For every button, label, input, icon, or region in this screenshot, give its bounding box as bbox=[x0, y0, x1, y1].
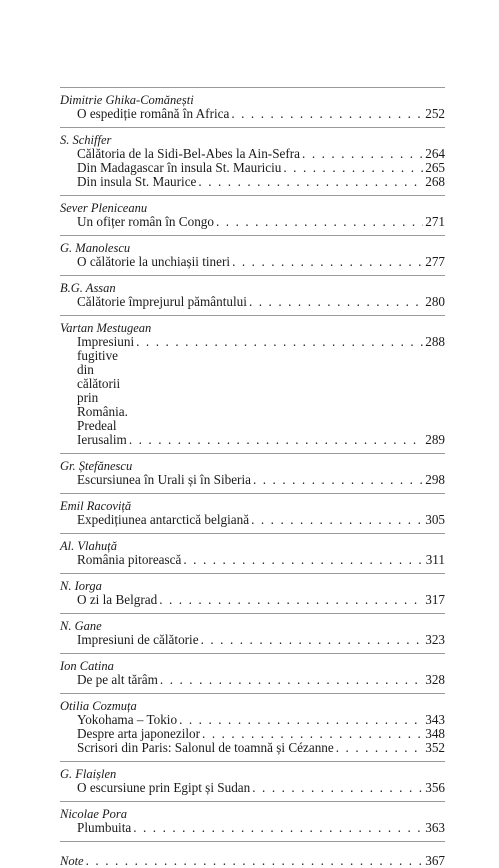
section-divider bbox=[60, 693, 445, 694]
page-number: 323 bbox=[425, 633, 445, 647]
dot-leader bbox=[302, 147, 423, 161]
entry-title-line: O zi la Belgrad bbox=[77, 593, 158, 607]
toc-section bbox=[60, 493, 445, 527]
section-author: Vartan Mestugean bbox=[60, 321, 152, 335]
toc-section bbox=[60, 235, 445, 269]
entry-title bbox=[77, 553, 181, 567]
section-author: N. Iorga bbox=[60, 579, 102, 593]
section-divider bbox=[60, 653, 445, 654]
section-divider bbox=[60, 613, 445, 614]
toc-entry[interactable] bbox=[60, 107, 445, 121]
page-number: 363 bbox=[425, 821, 445, 835]
entry-title-line: Plumbuita bbox=[77, 821, 132, 835]
page-number: 348 bbox=[425, 727, 445, 741]
entry-title-line: Scrisori din Paris: Salonul de toamnă și Cézanne bbox=[77, 741, 334, 755]
page-number: 328 bbox=[425, 673, 445, 687]
page-number: 367 bbox=[425, 854, 445, 868]
entry-title-line: Din insula St. Maurice bbox=[77, 175, 197, 189]
section-author: Otilia Cozmuța bbox=[60, 699, 137, 713]
dot-leader bbox=[133, 821, 423, 835]
section-author: G. Flaișlen bbox=[60, 767, 117, 781]
entry-title-line: Despre arta japonezilor bbox=[77, 727, 201, 741]
section-author: Nicolae Pora bbox=[60, 807, 128, 821]
section-author: G. Manolescu bbox=[60, 241, 131, 255]
toc-section bbox=[60, 315, 445, 447]
entry-title bbox=[77, 255, 230, 269]
toc-entry[interactable] bbox=[60, 255, 445, 269]
toc-entry[interactable] bbox=[60, 215, 445, 229]
entry-title-line: Impresiuni fugitive din călătorii bbox=[77, 335, 135, 391]
entry-title-line: Impresiuni de călătorie bbox=[77, 633, 199, 647]
page-number: 277 bbox=[425, 255, 445, 269]
toc-section bbox=[60, 573, 445, 607]
dot-leader bbox=[253, 473, 423, 487]
entry-title bbox=[77, 433, 127, 447]
entry-title-line: Călătoria de la Sidi-Bel-Abes la Ain-Sefra bbox=[77, 147, 301, 161]
toc-section bbox=[60, 127, 445, 189]
section-divider bbox=[60, 453, 445, 454]
table-of-contents bbox=[60, 81, 445, 868]
entry-title-line: prin România. Predeal bbox=[77, 390, 128, 433]
dot-leader bbox=[202, 727, 423, 741]
page-number: 305 bbox=[425, 513, 445, 527]
page-number: 352 bbox=[425, 741, 445, 755]
toc-entry[interactable] bbox=[60, 335, 445, 433]
dot-leader bbox=[183, 553, 423, 567]
entry-title bbox=[77, 161, 281, 175]
notes-label: Note bbox=[60, 854, 84, 868]
section-author: Gr. Ștefănescu bbox=[60, 459, 133, 473]
dot-leader bbox=[231, 107, 423, 121]
entry-title bbox=[77, 107, 229, 121]
toc-entry[interactable] bbox=[60, 553, 445, 567]
section-author: S. Schiffer bbox=[60, 133, 112, 147]
section-author: Dimitrie Ghika-Comănești bbox=[60, 93, 194, 107]
entry-title-line: Ierusalim bbox=[77, 433, 127, 447]
notes-entry[interactable] bbox=[60, 854, 445, 868]
toc-section bbox=[60, 533, 445, 567]
section-divider bbox=[60, 493, 445, 494]
dot-leader bbox=[159, 593, 423, 607]
section-divider bbox=[60, 761, 445, 762]
page-number: 343 bbox=[425, 713, 445, 727]
entry-title-line: România pitorească bbox=[77, 553, 182, 567]
section-divider bbox=[60, 195, 445, 196]
toc-section bbox=[60, 693, 445, 755]
entry-title bbox=[77, 713, 177, 727]
section-author: Al. Vlahuță bbox=[60, 539, 117, 553]
toc-entry[interactable] bbox=[60, 161, 445, 175]
dot-leader bbox=[232, 255, 423, 269]
section-divider bbox=[60, 275, 445, 276]
page-number: 288 bbox=[425, 335, 445, 349]
section-author: B.G. Assan bbox=[60, 281, 116, 295]
entry-title bbox=[77, 513, 249, 527]
section-divider bbox=[60, 801, 445, 802]
section-author: Ion Catina bbox=[60, 659, 114, 673]
toc-entry[interactable] bbox=[60, 673, 445, 687]
entry-title bbox=[77, 673, 158, 687]
entry-title bbox=[77, 147, 300, 161]
toc-entry[interactable] bbox=[60, 727, 445, 741]
dot-leader bbox=[129, 433, 423, 447]
entry-title bbox=[77, 633, 199, 647]
toc-section bbox=[60, 195, 445, 229]
entry-title bbox=[77, 593, 157, 607]
page-number: 264 bbox=[425, 147, 445, 161]
toc-entry[interactable] bbox=[60, 713, 445, 727]
toc-entry[interactable] bbox=[60, 781, 445, 795]
toc-entry[interactable] bbox=[60, 175, 445, 189]
dot-leader bbox=[136, 335, 423, 349]
entry-title-line: Călătorie împrejurul pământului bbox=[77, 295, 247, 309]
page-number: 289 bbox=[425, 433, 445, 447]
toc-entry[interactable] bbox=[60, 593, 445, 607]
entry-title-line: O escursiune prin Egipt și Sudan bbox=[77, 781, 251, 795]
section-author: N. Gane bbox=[60, 619, 102, 633]
entry-title bbox=[77, 473, 251, 487]
dot-leader bbox=[201, 633, 424, 647]
section-divider bbox=[60, 87, 445, 88]
entry-title bbox=[77, 295, 247, 309]
section-divider bbox=[60, 533, 445, 534]
page-number: 265 bbox=[425, 161, 445, 175]
toc-section bbox=[60, 613, 445, 647]
toc-entry[interactable] bbox=[60, 295, 445, 309]
entry-title bbox=[77, 741, 334, 755]
toc-section bbox=[60, 87, 445, 121]
section-author: Sever Pleniceanu bbox=[60, 201, 148, 215]
entry-title bbox=[77, 175, 196, 189]
dot-leader bbox=[160, 673, 423, 687]
page-number: 280 bbox=[425, 295, 445, 309]
section-divider bbox=[60, 315, 445, 316]
entry-title bbox=[77, 335, 134, 433]
toc-section bbox=[60, 801, 445, 835]
dot-leader bbox=[336, 741, 423, 755]
toc-entry[interactable] bbox=[60, 147, 445, 161]
dot-leader bbox=[216, 215, 423, 229]
entry-title-line: De pe alt tărâm bbox=[77, 673, 158, 687]
section-divider bbox=[60, 841, 445, 842]
entry-title bbox=[77, 727, 200, 741]
toc-section bbox=[60, 453, 445, 487]
toc-section bbox=[60, 761, 445, 795]
page-number: 298 bbox=[425, 473, 445, 487]
entry-title-line: Un ofițer român în Congo bbox=[77, 215, 214, 229]
dot-leader bbox=[251, 513, 423, 527]
page-number: 271 bbox=[425, 215, 445, 229]
section-author: Emil Racoviță bbox=[60, 499, 132, 513]
entry-title-line: Expedițiunea antarctică belgiană bbox=[77, 513, 250, 527]
dot-leader bbox=[86, 854, 424, 868]
entry-title bbox=[77, 821, 131, 835]
section-divider bbox=[60, 235, 445, 236]
toc-entry[interactable] bbox=[60, 473, 445, 487]
dot-leader bbox=[283, 161, 423, 175]
toc-section bbox=[60, 275, 445, 309]
toc-entry[interactable] bbox=[60, 513, 445, 527]
entry-title bbox=[77, 215, 214, 229]
section-divider bbox=[60, 127, 445, 128]
page-number: 356 bbox=[425, 781, 445, 795]
page-number: 311 bbox=[425, 553, 445, 567]
dot-leader bbox=[198, 175, 423, 189]
section-divider bbox=[60, 573, 445, 574]
entry-title-line: O espediție română în Africa bbox=[77, 107, 230, 121]
page-number: 268 bbox=[425, 175, 445, 189]
entry-title bbox=[77, 781, 250, 795]
toc-section bbox=[60, 653, 445, 687]
toc-entry[interactable] bbox=[60, 821, 445, 835]
entry-title-line: O călătorie la unchiașii tineri bbox=[77, 255, 231, 269]
dot-leader bbox=[179, 713, 423, 727]
entry-title-line: Din Madagascar în insula St. Mauriciu bbox=[77, 161, 282, 175]
dot-leader bbox=[252, 781, 423, 795]
toc-entry[interactable] bbox=[60, 433, 445, 447]
toc-entry[interactable] bbox=[60, 741, 445, 755]
page-number: 317 bbox=[425, 593, 445, 607]
entry-title-line: Yokohama – Tokio bbox=[77, 713, 178, 727]
dot-leader bbox=[249, 295, 423, 309]
entry-title-line: Escursiunea în Urali și în Siberia bbox=[77, 473, 251, 487]
toc-entry[interactable] bbox=[60, 633, 445, 647]
page-number: 252 bbox=[425, 107, 445, 121]
